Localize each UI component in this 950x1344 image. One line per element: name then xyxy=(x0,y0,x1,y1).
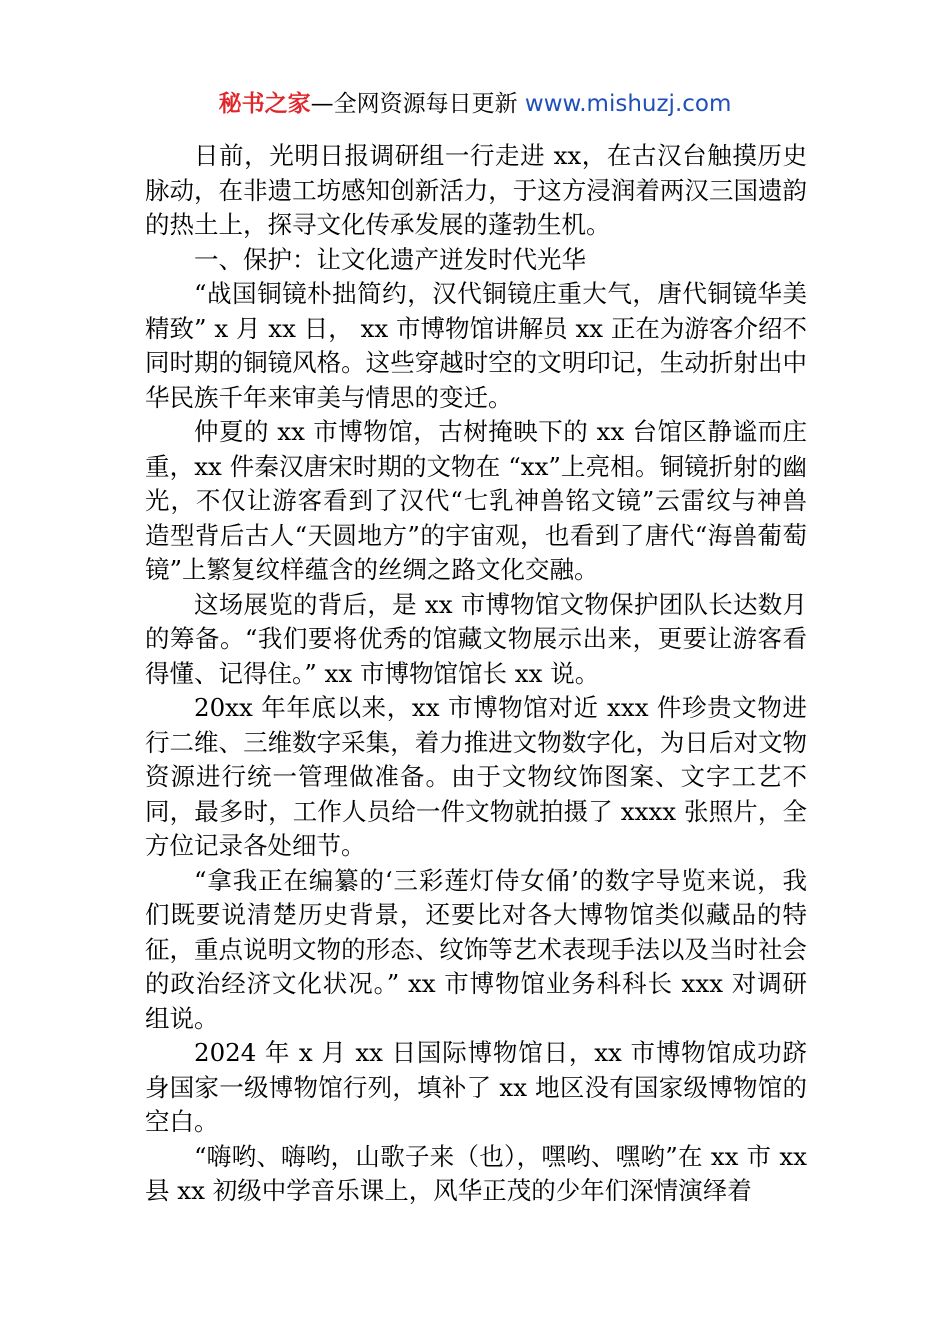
section-heading: 一、保护：让文化遗产迸发时代光华 xyxy=(194,244,586,274)
paragraph: “拿我正在编纂的‘三彩莲灯侍女俑’的数字导览来说，我们既要说清楚历史背景，还要比对各大博物馆类似藏品的特征，重点说明文物的形态、纹饰等艺术表现手法以及当时社会的政治经济文化状况。” xx 市博物馆业务科科长 xxx 对调研组说。 xyxy=(145,865,807,1033)
paragraph: “战国铜镜朴拙简约，汉代铜镜庄重大气，唐代铜镜华美精致” x 月 xx 日， xx 市博物馆讲解员 xx 正在为游客介绍不同时期的铜镜风格。这些穿越时空的文明印记，生动折射出中华民族千年来审美与情思的变迁。 xyxy=(145,279,807,412)
website-link[interactable]: www.mishuzj.com xyxy=(524,91,732,117)
paragraph: 仲夏的 xx 市博物馆，古树掩映下的 xx 台馆区静谧而庄重，xx 件秦汉唐宋时期的文物在 “xx”上亮相。铜镜折射的幽光，不仅让游客看到了汉代“七乳神兽铭文镜”云雷纹与神兽造型背后古人“天圆地方”的宇宙观，也看到了唐代“海兽葡萄镜”上繁复纹样蕴含的丝绸之路文化交融。 xyxy=(145,417,807,584)
brand-name: 秘书之家 xyxy=(218,91,311,117)
paragraph: “嗨哟、嗨哟，山歌子来（也），嘿哟、嘿哟”在 xx 市 xx 县 xx 初级中学音乐课上，风华正茂的少年们深情演绎着 xyxy=(145,1141,807,1205)
page-header xyxy=(0,88,950,120)
paragraph: 20xx 年年底以来，xx 市博物馆对近 xxx 件珍贵文物进行二维、三维数字采集，着力推进文物数字化，为日后对文物资源进行统一管理做准备。由于文物纹饰图案、文字工艺不同，最多时，工作人员给一件文物就拍摄了 xxxx 张照片，全方位记录各处细节。 xyxy=(145,693,807,860)
paragraph-intro: 日前，光明日报调研组一行走进 xx，在古汉台触摸历史脉动，在非遗工坊感知创新活力，于这方浸润着两汉三国遗韵的热土上，探寻文化传承发展的蓬勃生机。 xyxy=(145,141,807,239)
article-body xyxy=(145,139,807,1209)
paragraph: 这场展览的背后，是 xx 市博物馆文物保护团队长达数月的筹备。“我们要将优秀的馆藏文物展示出来，更要让游客看得懂、记得住。” xx 市博物馆馆长 xx 说。 xyxy=(145,589,807,688)
paragraph: 2024 年 x 月 xx 日国际博物馆日，xx 市博物馆成功跻身国家一级博物馆行列，填补了 xx 地区没有国家级博物馆的空白。 xyxy=(145,1038,807,1136)
header-tagline: —全网资源每日更新 xyxy=(310,91,525,117)
